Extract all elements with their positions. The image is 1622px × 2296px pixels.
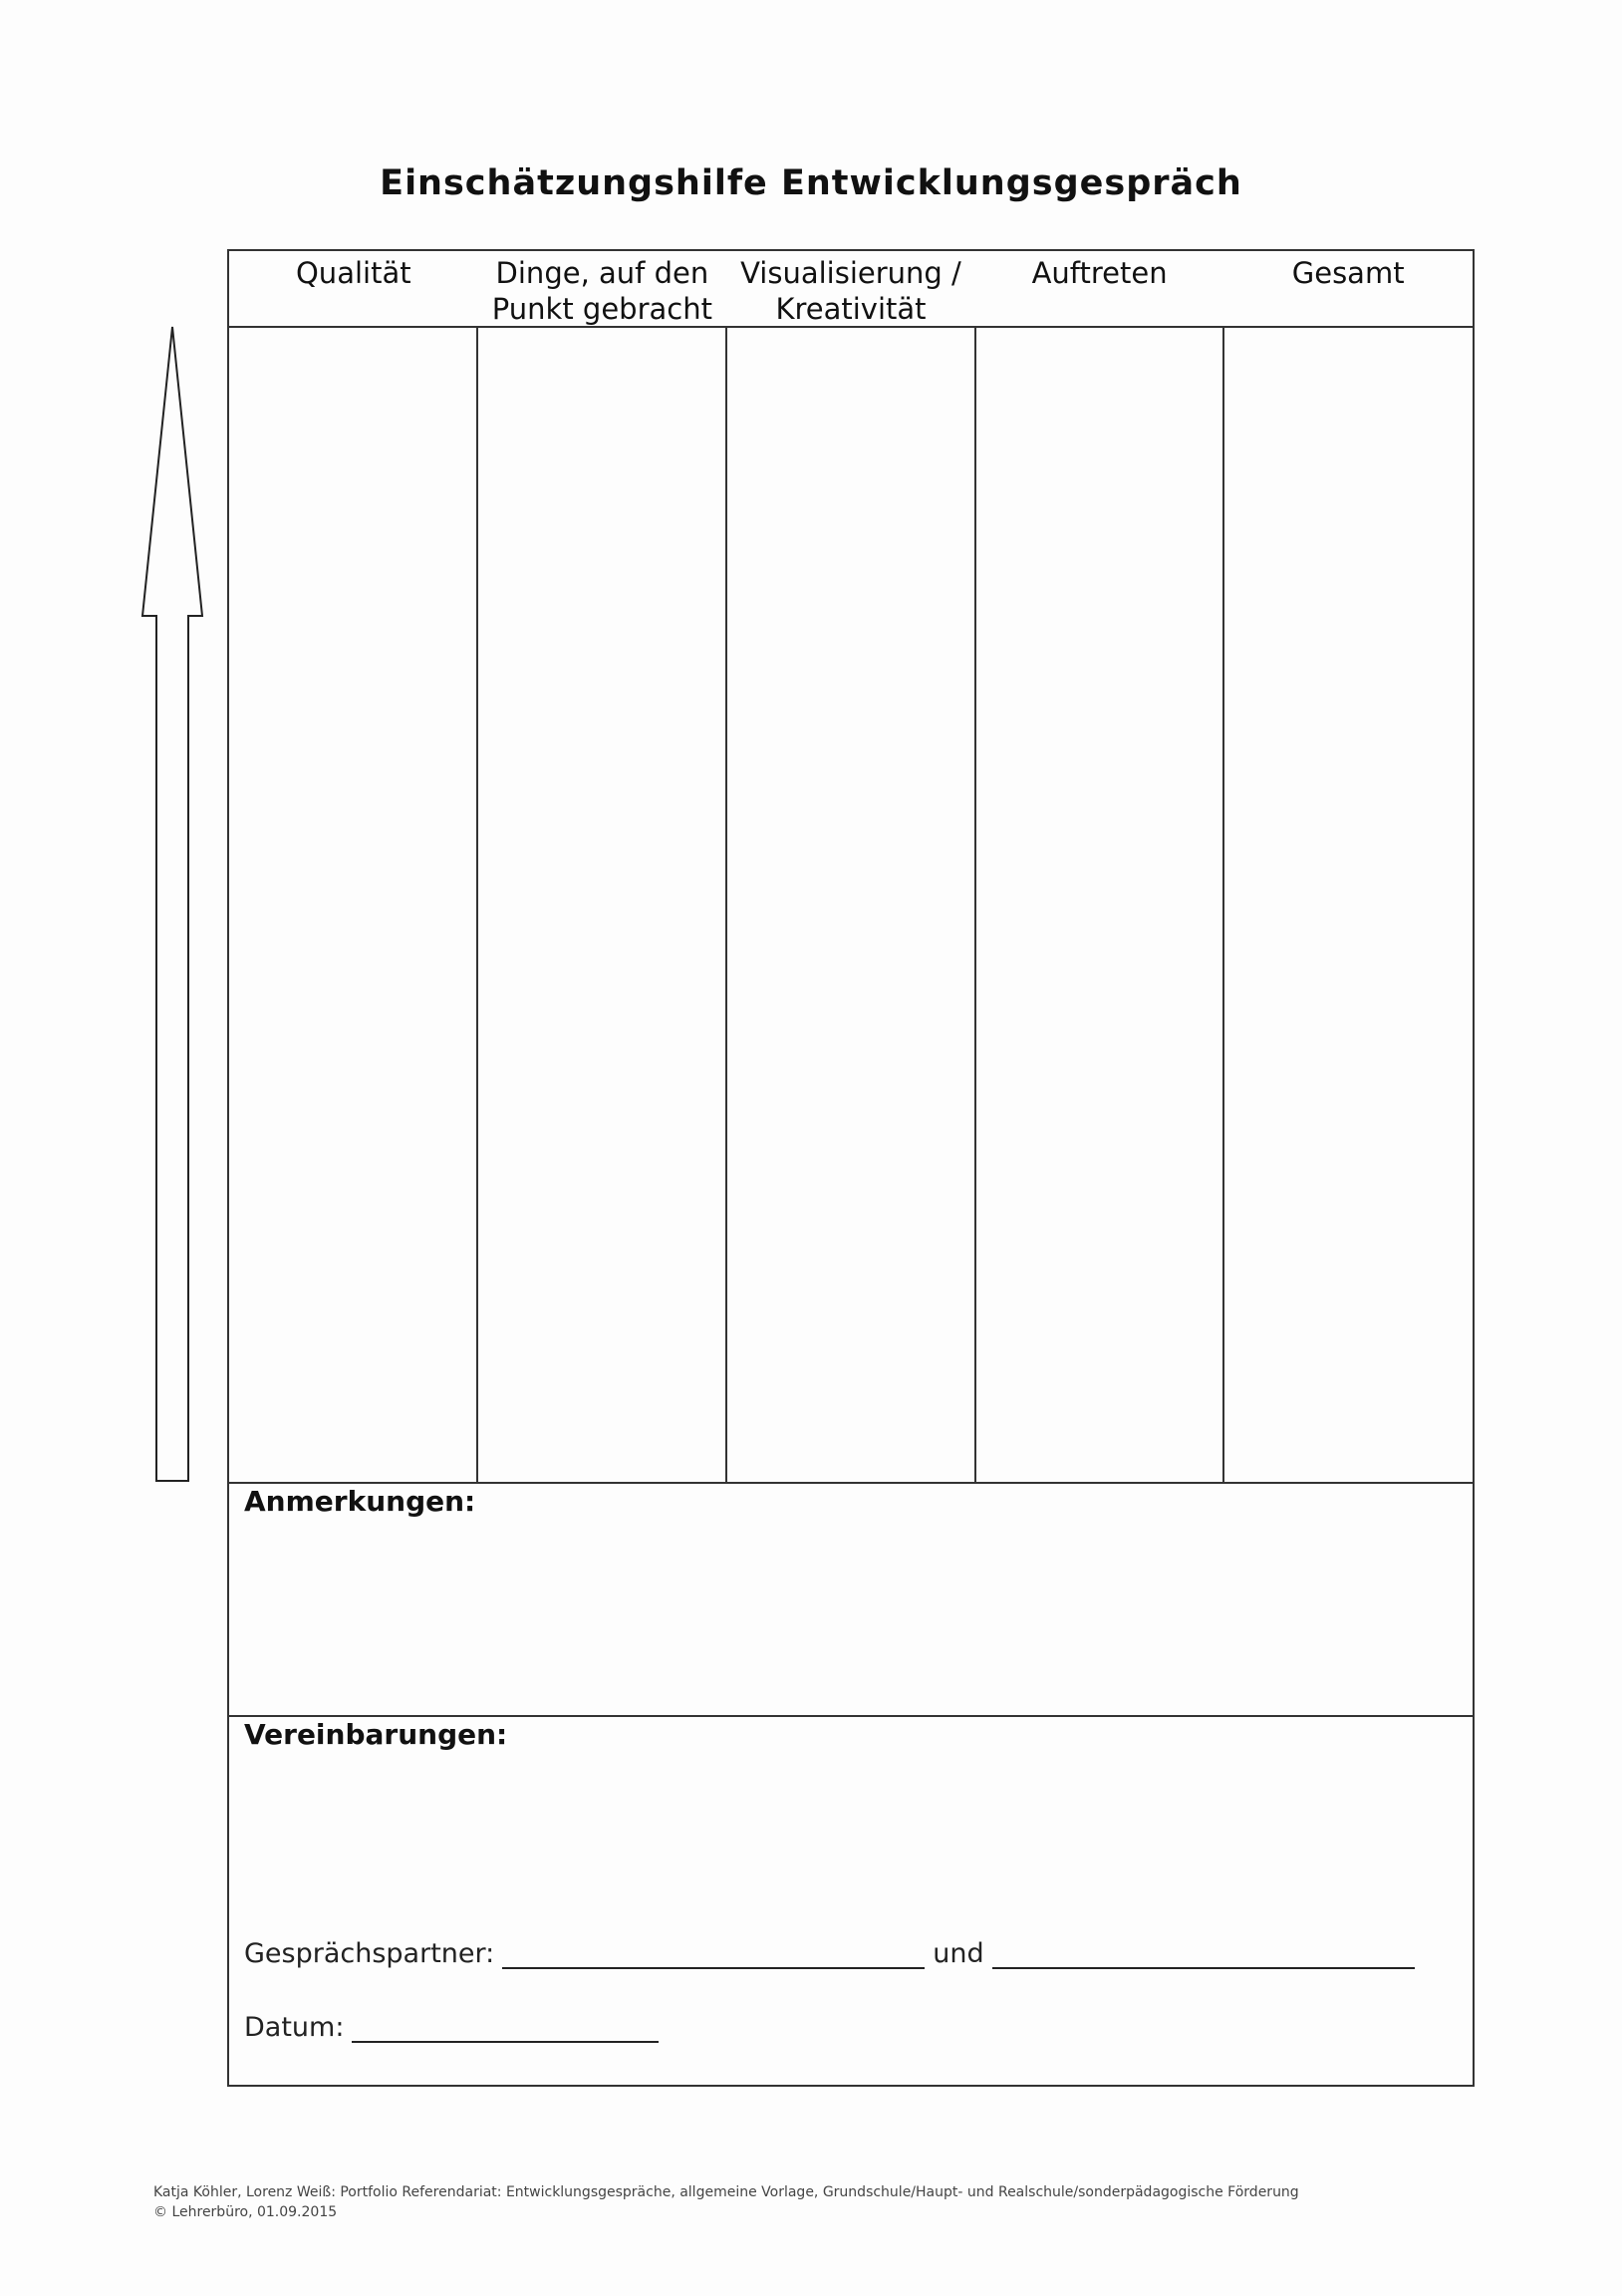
- column-header-appearance: [975, 251, 1224, 328]
- header-divider: [229, 326, 1473, 328]
- column-divider: [1222, 328, 1224, 1484]
- table-header-row: [229, 251, 1473, 328]
- column-divider: [725, 328, 727, 1484]
- footer-credit: [153, 2182, 1299, 2222]
- date-field[interactable]: [352, 2011, 659, 2043]
- column-divider: [476, 328, 478, 1484]
- column-header-quality: [229, 251, 478, 328]
- remarks-label: Anmerkungen:: [244, 1485, 476, 1518]
- column-header-line: Qualität: [295, 256, 411, 290]
- assessment-table: [227, 249, 1475, 2087]
- column-header-line: Kreativität: [775, 292, 927, 326]
- agreements-divider: [229, 1715, 1473, 1717]
- date-label: Datum:: [244, 2012, 345, 2043]
- date-row: [244, 2011, 659, 2043]
- footer-line: Katja Köhler, Lorenz Weiß: Portfolio Referendariat: Entwicklungsgespräche, allgemeine Vorlage, Grundschule/Haupt- und Realschule/sonderpädagogische Förderung: [153, 2184, 1299, 2200]
- column-header-line: Gesamt: [1291, 256, 1405, 290]
- partner-label: Gesprächspartner:: [244, 1938, 495, 1969]
- column-header-total: [1223, 251, 1473, 328]
- partner-2-field[interactable]: [992, 1937, 1415, 1969]
- and-label: und: [933, 1938, 984, 1969]
- up-arrow-icon: [137, 321, 207, 1487]
- column-header-line: Dinge, auf den: [495, 256, 709, 290]
- column-header-line: Punkt gebracht: [491, 292, 712, 326]
- partner-1-field[interactable]: [502, 1937, 925, 1969]
- remarks-divider: [229, 1482, 1473, 1484]
- column-header-line: Auftreten: [1031, 256, 1168, 290]
- column-header-line: Visualisierung /: [740, 256, 961, 290]
- column-header-visualization: [726, 251, 975, 328]
- page-title: Einschätzungshilfe Entwicklungsgespräch: [380, 163, 1242, 203]
- partner-row: [244, 1937, 1415, 1969]
- footer-line: © Lehrerbüro, 01.09.2015: [153, 2204, 338, 2220]
- column-header-points: [478, 251, 727, 328]
- column-divider: [974, 328, 976, 1484]
- agreements-label: Vereinbarungen:: [244, 1718, 508, 1751]
